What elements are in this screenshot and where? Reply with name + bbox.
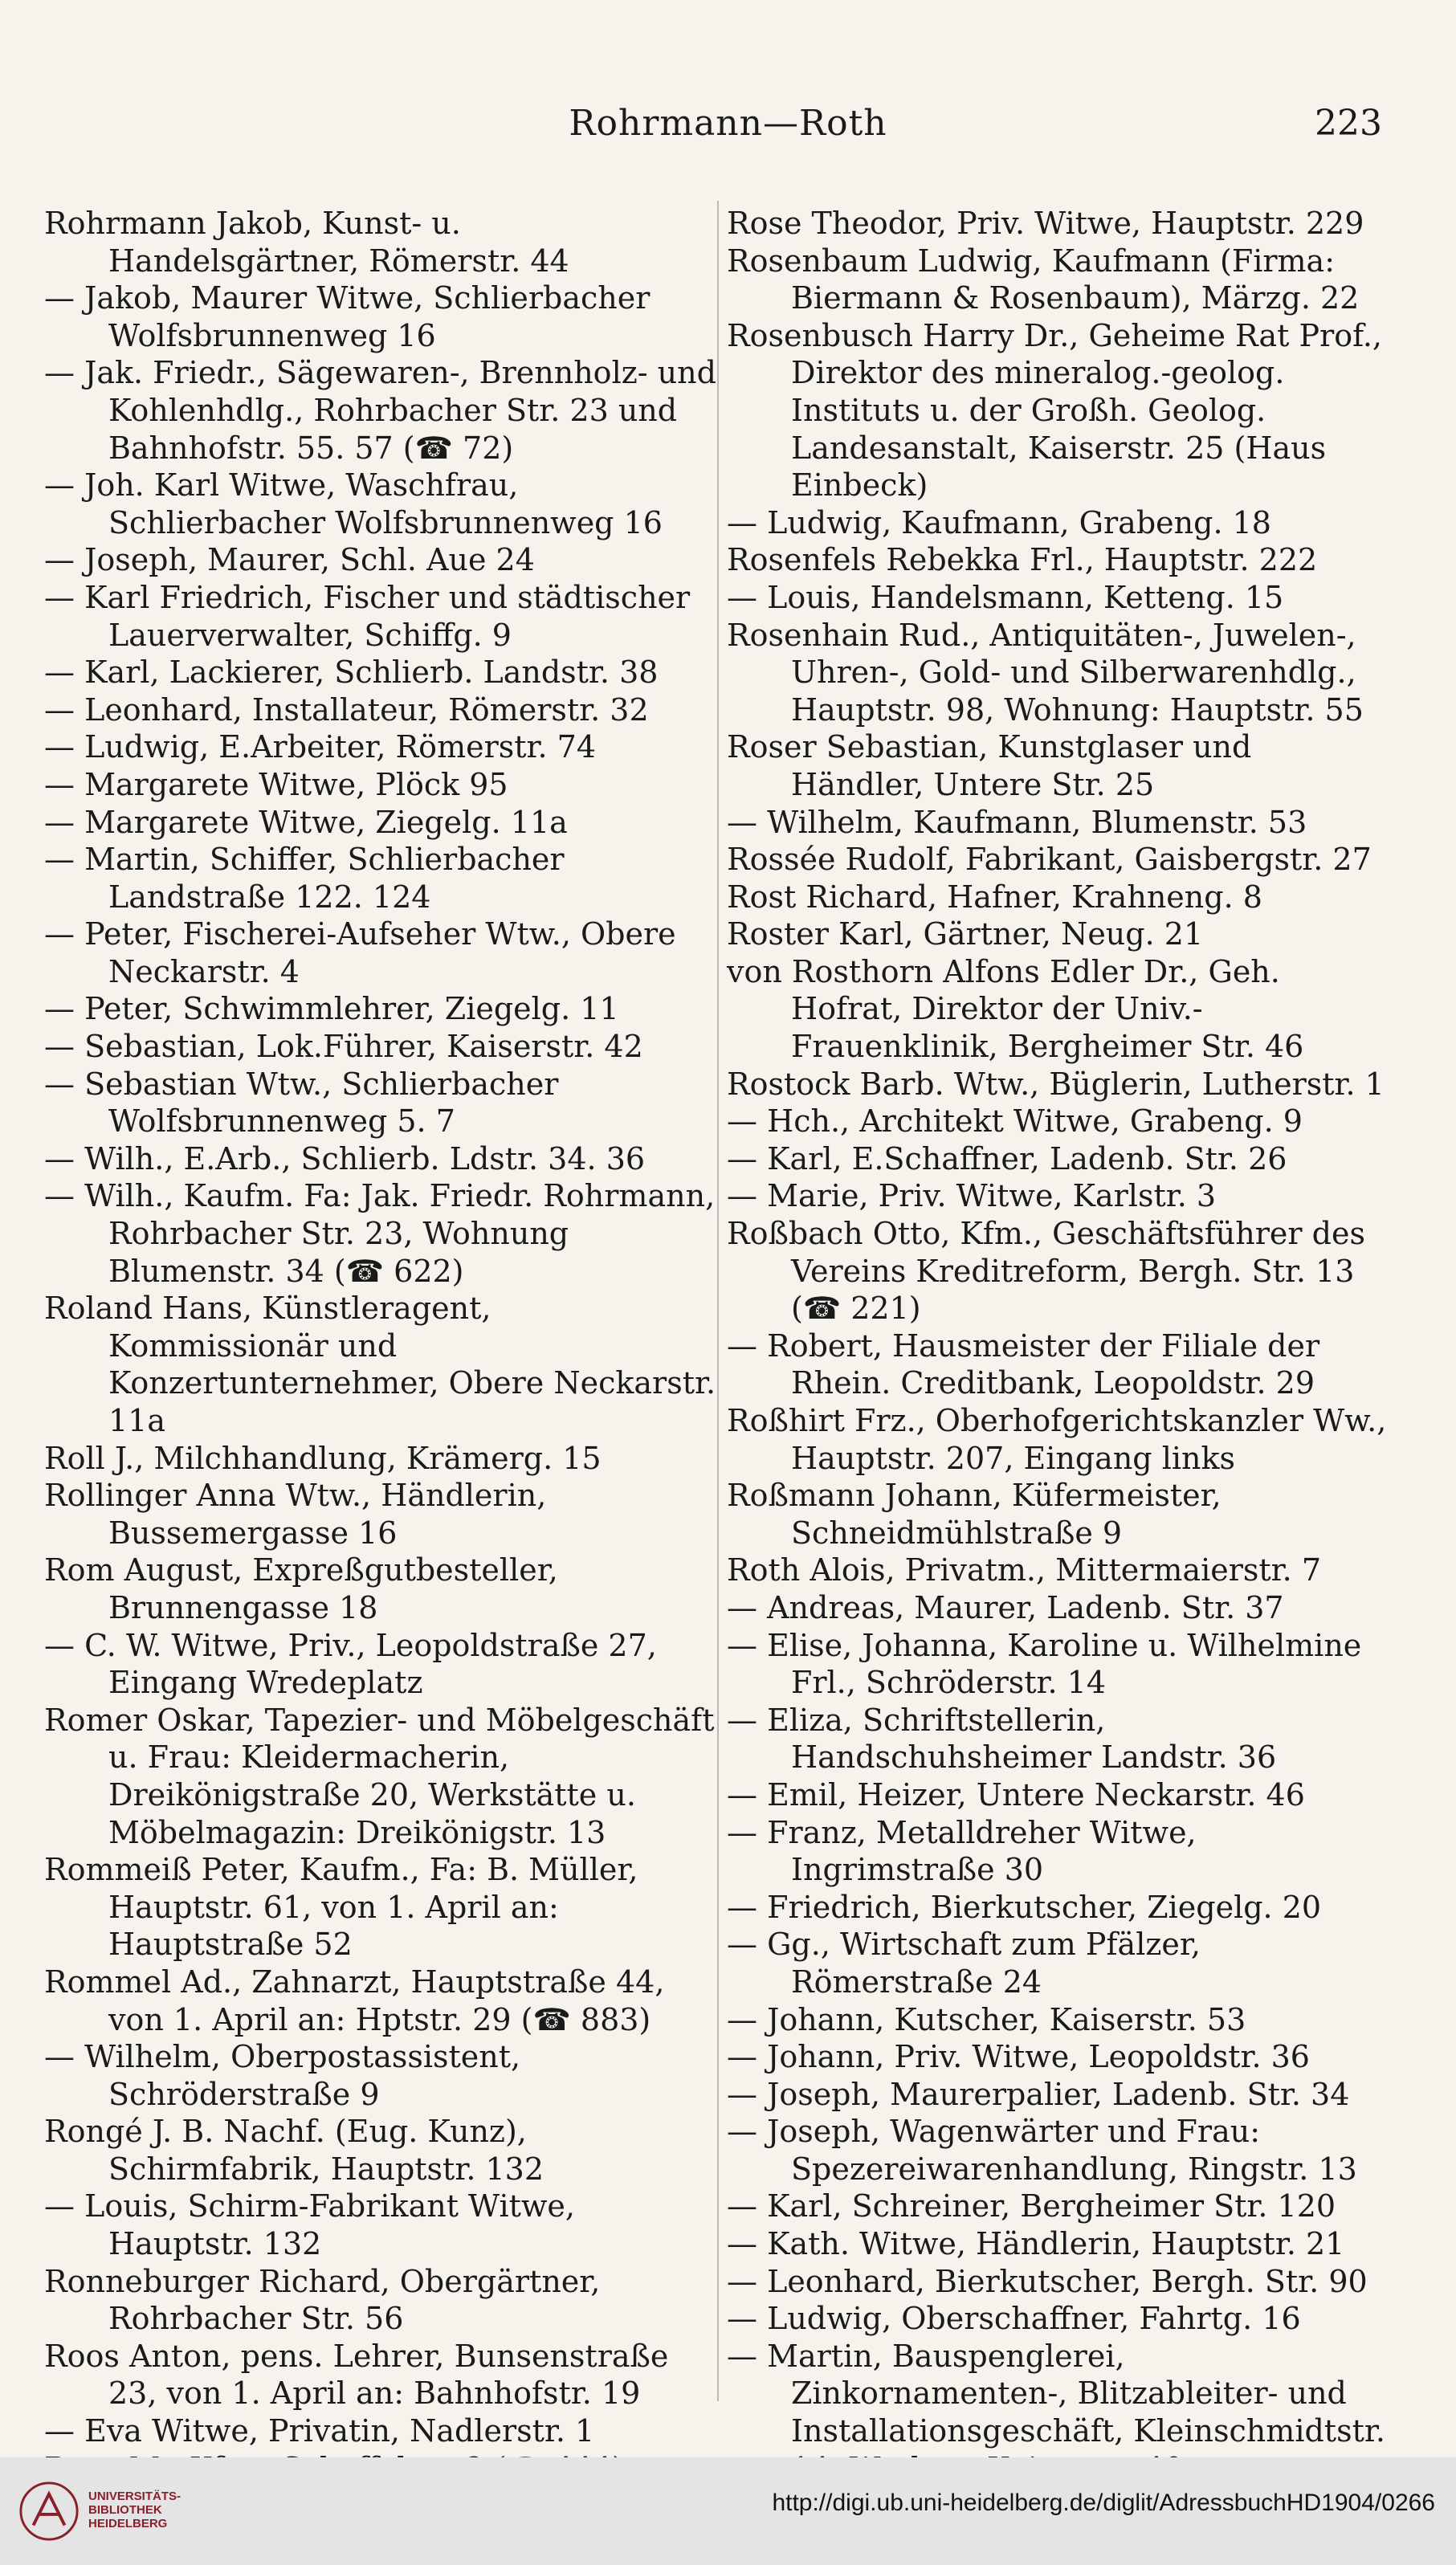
directory-entry: — Karl, Schreiner, Bergheimer Str. 120 xyxy=(727,2188,1336,2224)
directory-entry: — Karl, E.Schaffner, Ladenb. Str. 26 xyxy=(727,1140,1287,1176)
directory-entry: — Johann, Kutscher, Kaiserstr. 53 xyxy=(727,2001,1246,2037)
directory-entry: Roßbach Otto, Kfm., Geschäftsführer des Vereins Kreditreform, Bergh. Str. 13 (☎ 221) xyxy=(727,1216,1365,1327)
running-title: Rohrmann—Roth xyxy=(569,103,887,144)
directory-entry: — Joseph, Maurerpalier, Ladenb. Str. 34 xyxy=(727,2076,1350,2112)
directory-entry: Roßmann Johann, Küfermeister, Schneidmühlstraße 9 xyxy=(727,1478,1221,1551)
directory-entry: — Robert, Hausmeister der Filiale der Rhein. Creditbank, Leopoldstr. 29 xyxy=(727,1327,1320,1401)
right-column xyxy=(727,205,1393,2487)
directory-entry: — Eliza, Schriftstellerin, Handschuhsheimer Landstr. 36 xyxy=(727,1702,1277,1776)
directory-entry: Roster Karl, Gärtner, Neug. 21 xyxy=(727,916,1204,952)
directory-entry: — Emil, Heizer, Untere Neckarstr. 46 xyxy=(727,1776,1305,1813)
footer-bar xyxy=(0,2457,1456,2565)
directory-entry: — C. W. Witwe, Priv., Leopoldstraße 27, Eingang Wredeplatz xyxy=(44,1627,657,1701)
page-header xyxy=(0,103,1456,167)
directory-entry: Romer Oskar, Tapezier- und Möbelgeschäft u. Frau: Kleidermacherin, Dreikönigstraße 20, Werkstätte u. Möbelmagazin: Dreikönigstr. 13 xyxy=(44,1702,715,1850)
directory-entry: Roos Anton, pens. Lehrer, Bunsenstraße 23, von 1. April an: Bahnhofstr. 19 xyxy=(44,2338,669,2412)
directory-entry: Rollinger Anna Wtw., Händlerin, Bussemergasse 16 xyxy=(44,1478,547,1551)
directory-entry: Rosenbaum Ludwig, Kaufmann (Firma: Biermann & Rosenbaum), Märzg. 22 xyxy=(727,243,1360,316)
directory-entry: Rosenfels Rebekka Frl., Hauptstr. 222 xyxy=(727,542,1318,578)
directory-entry: — Peter, Schwimmlehrer, Ziegelg. 11 xyxy=(44,991,619,1027)
directory-entry: Rose Theodor, Priv. Witwe, Hauptstr. 229 xyxy=(727,206,1364,241)
directory-entry: — Elise, Johanna, Karoline u. Wilhelmine Frl., Schröderstr. 14 xyxy=(727,1627,1362,1701)
column-divider xyxy=(717,201,719,2401)
directory-entry: — Peter, Fischerei-Aufseher Wtw., Obere Neckarstr. 4 xyxy=(44,916,676,989)
source-url-link[interactable]: http://digi.ub.uni-heidelberg.de/diglit/AdressbuchHD1904/0266 xyxy=(772,2490,1435,2516)
directory-entry: Roth Alois, Privatm., Mittermaierstr. 7 xyxy=(727,1552,1321,1588)
directory-entry: Rongé J. B. Nachf. (Eug. Kunz), Schirmfabrik, Hauptstr. 132 xyxy=(44,2114,544,2187)
directory-entry: Rohrmann Jakob, Kunst- u. Handelsgärtner, Römerstr. 44 xyxy=(44,206,569,279)
directory-entry: — Johann, Priv. Witwe, Leopoldstr. 36 xyxy=(727,2039,1310,2075)
directory-entry: — Louis, Handelsmann, Ketteng. 15 xyxy=(727,579,1284,615)
directory-entry: Rostock Barb. Wtw., Büglerin, Lutherstr. 1 xyxy=(727,1066,1385,1102)
directory-entry: Roll J., Milchhandlung, Krämerg. 15 xyxy=(44,1440,602,1476)
directory-entry: — Wilh., Kaufm. Fa: Jak. Friedr. Rohrmann, Rohrbacher Str. 23, Wohnung Blumenstr. 34 (☎ 622) xyxy=(44,1178,716,1289)
left-column xyxy=(44,205,719,2487)
directory-entry: — Jak. Friedr., Sägewaren-, Brennholz- und Kohlenhdlg., Rohrbacher Str. 23 und Bahnhofstr. 55. 57 (☎ 72) xyxy=(44,355,716,466)
directory-entry: Rosenbusch Harry Dr., Geheime Rat Prof., Direktor des mineralog.-geolog. Instituts u. der Großh. Geolog. Landesanstalt, Kaiserstr. 25 (Haus Einbeck) xyxy=(727,317,1382,504)
logo-line: HEIDELBERG xyxy=(88,2517,168,2530)
directory-entry: — Karl Friedrich, Fischer und städtischer Lauerverwalter, Schiffg. 9 xyxy=(44,579,691,653)
directory-entry: — Sebastian Wtw., Schlierbacher Wolfsbrunnenweg 5. 7 xyxy=(44,1066,559,1140)
directory-entry: Rost Richard, Hafner, Krahneng. 8 xyxy=(727,879,1262,915)
directory-entry: — Martin, Schiffer, Schlierbacher Landstraße 122. 124 xyxy=(44,842,565,915)
directory-entry: — Ludwig, E.Arbeiter, Römerstr. 74 xyxy=(44,729,597,765)
directory-entry: — Franz, Metalldreher Witwe, Ingrimstraße 30 xyxy=(727,1814,1197,1888)
page-number: 223 xyxy=(1315,103,1382,144)
directory-entry: — Wilhelm, Oberpostassistent, Schröderstraße 9 xyxy=(44,2039,521,2112)
directory-entry: — Jakob, Maurer Witwe, Schlierbacher Wolfsbrunnenweg 16 xyxy=(44,280,651,353)
directory-entry: Rommel Ad., Zahnarzt, Hauptstraße 44, von 1. April an: Hptstr. 29 (☎ 883) xyxy=(44,1964,665,2037)
directory-entry: Roser Sebastian, Kunstglaser und Händler, Untere Str. 25 xyxy=(727,729,1252,802)
directory-entry: — Eva Witwe, Privatin, Nadlerstr. 1 xyxy=(44,2413,595,2449)
directory-entry: — Leonhard, Bierkutscher, Bergh. Str. 90 xyxy=(727,2263,1368,2299)
directory-entry: — Hch., Architekt Witwe, Grabeng. 9 xyxy=(727,1103,1303,1140)
directory-entry: Rommeiß Peter, Kaufm., Fa: B. Müller, Hauptstr. 61, von 1. April an: Hauptstraße 52 xyxy=(44,1852,638,1963)
library-logo-text xyxy=(88,2490,181,2530)
directory-entry: — Friedrich, Bierkutscher, Ziegelg. 20 xyxy=(727,1889,1322,1925)
directory-entry: Rosenhain Rud., Antiquitäten-, Juwelen-, Uhren-, Gold- und Silberwarenhdlg., Hauptstr. 98, Wohnung: Hauptstr. 55 xyxy=(727,617,1364,728)
directory-entry: — Ludwig, Oberschaffner, Fahrtg. 16 xyxy=(727,2301,1301,2337)
directory-entry: von Rosthorn Alfons Edler Dr., Geh. Hofrat, Direktor der Univ.-Frauenklinik, Bergheimer Str. 46 xyxy=(727,953,1304,1065)
university-seal-icon xyxy=(18,2480,80,2543)
directory-entry: Rossée Rudolf, Fabrikant, Gaisbergstr. 27 xyxy=(727,842,1372,878)
directory-entry: — Joseph, Maurer, Schl. Aue 24 xyxy=(44,542,535,578)
directory-entry: — Gg., Wirtschaft zum Pfälzer, Römerstraße 24 xyxy=(727,1927,1201,2000)
directory-entry: — Kath. Witwe, Händlerin, Hauptstr. 21 xyxy=(727,2226,1345,2262)
directory-entry: — Joh. Karl Witwe, Waschfrau, Schlierbacher Wolfsbrunnenweg 16 xyxy=(44,467,663,540)
directory-entry: — Leonhard, Installateur, Römerstr. 32 xyxy=(44,691,649,728)
directory-entry: — Joseph, Wagenwärter und Frau: Spezereiwarenhandlung, Ringstr. 13 xyxy=(727,2114,1357,2187)
directory-entry: — Margarete Witwe, Plöck 95 xyxy=(44,766,508,802)
directory-entry: Ronneburger Richard, Obergärtner, Rohrbacher Str. 56 xyxy=(44,2263,601,2337)
directory-entry: — Wilhelm, Kaufmann, Blumenstr. 53 xyxy=(727,804,1307,840)
logo-line: BIBLIOTHEK xyxy=(88,2503,162,2517)
directory-entry: — Andreas, Maurer, Ladenb. Str. 37 xyxy=(727,1589,1284,1625)
directory-entry: — Ludwig, Kaufmann, Grabeng. 18 xyxy=(727,504,1271,540)
directory-entry: — Wilh., E.Arb., Schlierb. Ldstr. 34. 36 xyxy=(44,1140,646,1176)
directory-entry: Rom August, Expreßgutbesteller, Brunnengasse 18 xyxy=(44,1552,558,1625)
directory-entry: — Marie, Priv. Witwe, Karlstr. 3 xyxy=(727,1178,1217,1214)
logo-line: UNIVERSITÄTS- xyxy=(88,2490,181,2503)
directory-entry: — Karl, Lackierer, Schlierb. Landstr. 38 xyxy=(44,655,659,691)
directory-entry: — Sebastian, Lok.Führer, Kaiserstr. 42 xyxy=(44,1029,643,1065)
directory-entry: Roland Hans, Künstleragent, Kommissionär und Konzertunternehmer, Obere Neckarstr. 11a xyxy=(44,1291,716,1438)
directory-entry: — Martin, Bauspenglerei, Zinkornamenten-, Blitzableiter- und Installationsgeschäft, Kleinschmidtstr. xyxy=(727,2338,1385,2449)
directory-entry: — Margarete Witwe, Ziegelg. 11a xyxy=(44,804,568,840)
directory-entry: Roßhirt Frz., Oberhofgerichtskanzler Ww., Hauptstr. 207, Eingang links xyxy=(727,1403,1387,1476)
directory-entry: — Louis, Schirm-Fabrikant Witwe, Hauptstr. 132 xyxy=(44,2188,575,2262)
